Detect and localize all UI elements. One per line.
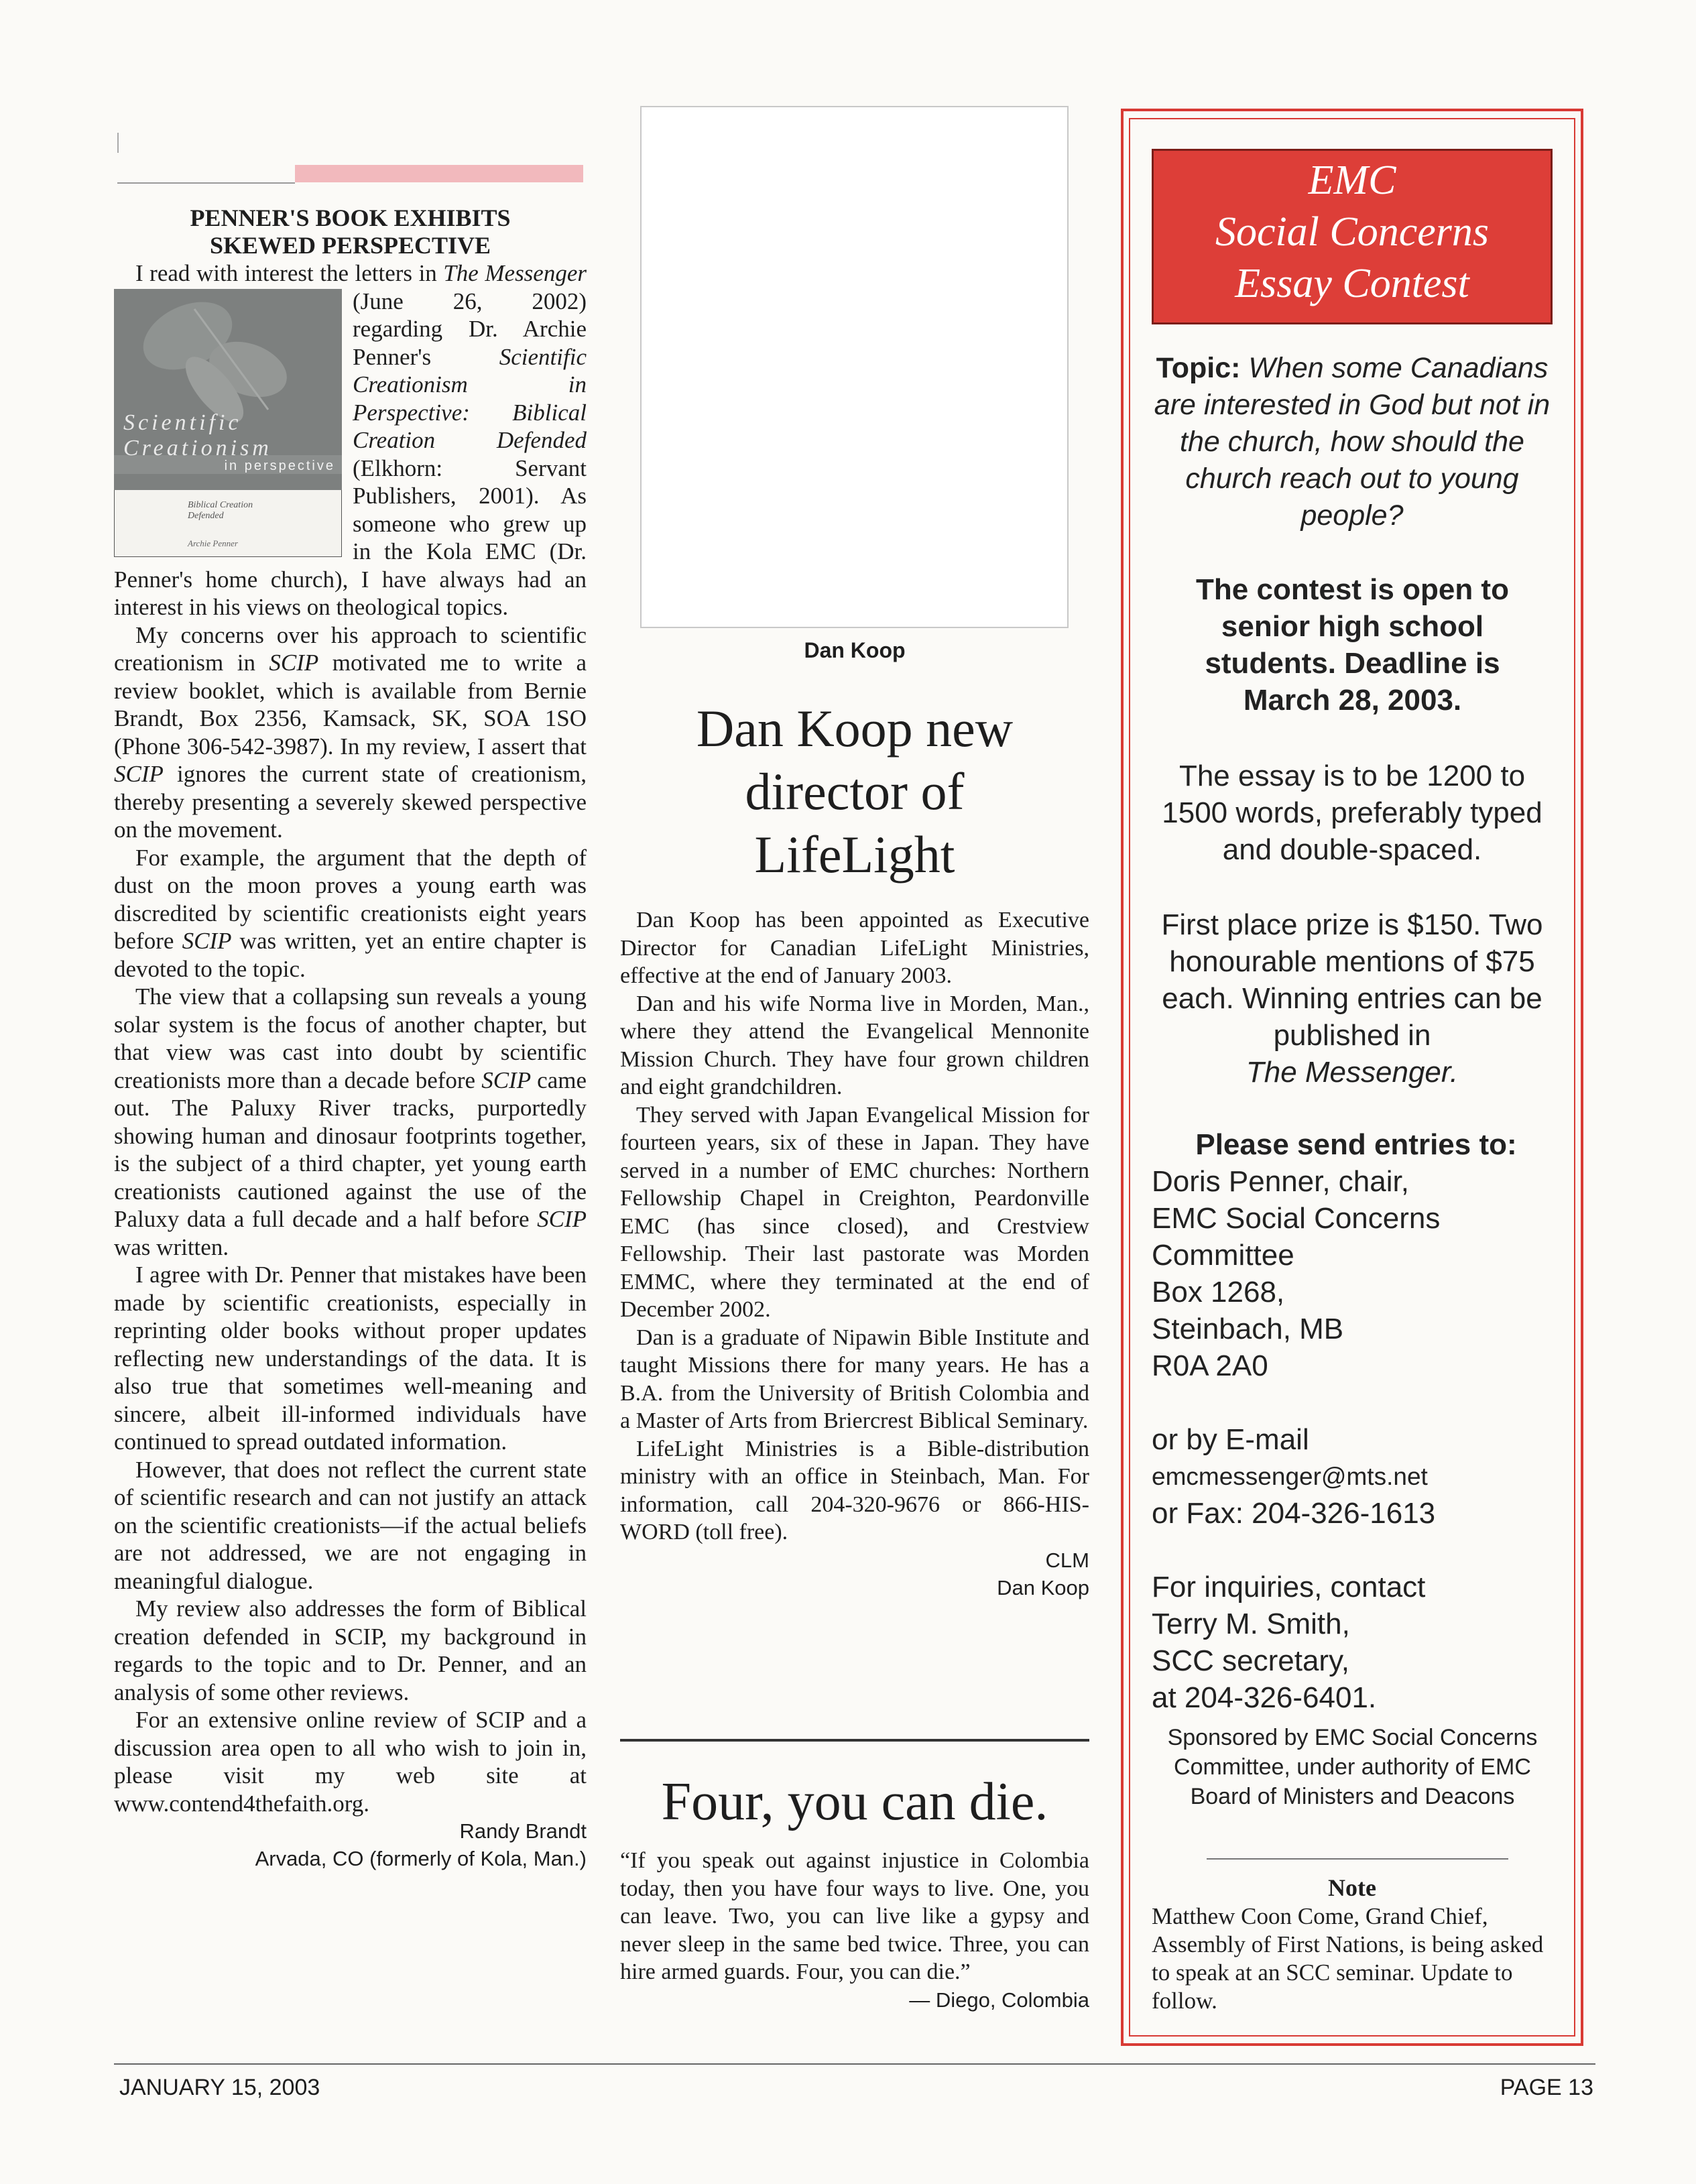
letter-headline [114, 204, 587, 259]
book-cover-image [114, 289, 342, 557]
koop-paragraph-5: LifeLight Ministries is a Bible-distribution ministry with an office in Steinbach, Man. For information, call 204-320-9676 or 866-HIS-WORD (toll free). [620, 1436, 1089, 1544]
letter-column [114, 204, 587, 1872]
contest-inquiry-3: SCC secretary, [1152, 1644, 1350, 1677]
koop-paragraph-4: Dan is a graduate of Nipawin Bible Institute and taught Missions there for many years. He has a B.A. from the University of British Colombia and a Master of Arts from Briercrest Biblical Seminary. [620, 1325, 1089, 1433]
contest-prize-publication: The Messenger. [1246, 1056, 1459, 1089]
book-cover-svg [114, 289, 342, 557]
contest-inquiry-2: Terry M. Smith, [1152, 1607, 1350, 1640]
quote-text: “If you speak out against injustice in Colombia today, then you have four ways to live. One, you can leave. Two, you can live like a gypsy and never sleep in the same bed twice. Three, you can hire armed guards. Four, you can die.” [620, 1848, 1089, 1984]
contest-address-1: Doris Penner, chair, [1152, 1165, 1409, 1198]
koop-headline [620, 697, 1089, 886]
contest-fax: or Fax: 204-326-1613 [1152, 1497, 1436, 1530]
contest-email-label: or by E-mail [1152, 1423, 1309, 1456]
letter-p1-title: The Messenger [443, 260, 587, 286]
contest-note-divider [1207, 1858, 1508, 1860]
book-subtitle-1: Biblical Creation [188, 499, 253, 510]
letter-signature-name: Randy Brandt [459, 1819, 587, 1843]
contest-address-3: Committee [1152, 1239, 1294, 1272]
header-tick [117, 133, 119, 153]
photo-caption: Dan Koop [804, 638, 906, 662]
contest-topic [1148, 350, 1557, 534]
contest-send-heading: Please send entries to: [1195, 1128, 1517, 1161]
koop-headline-line3: LifeLight [754, 825, 955, 884]
letter-p1-rest: (Elkhorn: Servant Publishers, 2001). As someone who grew up in the Kola EMC (Dr. Penner's home church), I have always had an interest in his views on theological topics. [114, 454, 587, 620]
contest-note-heading: Note [1328, 1874, 1376, 1901]
koop-article [620, 906, 1089, 1601]
letter-paragraph-7: My review also addresses the form of Biblical creation defended in SCIP, my background in regards to the topic and to Dr. Penner, and an analysis of some other reviews. [114, 1595, 587, 1705]
contest-inquiry-1: For inquiries, contact [1152, 1571, 1426, 1603]
contest-title-3: Essay Contest [1235, 261, 1469, 306]
contest-prize-text: First place prize is $150. Two honourable mentions of $75 each. Winning entries can be published in [1161, 908, 1543, 1052]
letter-headline-line2: SKEWED PERSPECTIVE [209, 232, 491, 259]
letter-paragraph-8: For an extensive online review of SCIP and a discussion area open to all who wish to join in, please visit my web site at www.contend4thefaith.org. [114, 1707, 587, 1817]
letter-signature-place: Arvada, CO (formerly of Kola, Man.) [255, 1847, 587, 1870]
letter-p1-intro: I read with interest the letters in [135, 260, 444, 286]
koop-headline-line1: Dan Koop new [696, 699, 1014, 757]
header-rule-left [117, 182, 295, 184]
letter-paragraph-1 [114, 259, 587, 621]
contest-send-block [1152, 1126, 1561, 1716]
book-title-3: in perspective [224, 458, 335, 473]
koop-headline-line2: director of [745, 762, 965, 821]
letter-paragraph-3: For example, the argument that the depth of dust on the moon proves a young earth was discredited by scientific creationists eight years before SCIP was written, yet an entire chapter is devoted to the topic. [114, 844, 587, 982]
letter-paragraph-6: However, that does not reflect the current state of scientific research and can not justify an attack on the scientific creationists—if the actual beliefs are not addressed, we are not engaging in meaningful dialogue. [114, 1456, 587, 1594]
contest-title-banner [1152, 149, 1553, 324]
letter-paragraph-5: I agree with Dr. Penner that mistakes have been made by scientific creationists, especially in reprinting older books without proper updates reflecting new understandings of the data. It is also true that sometimes well-meaning and sincere, albeit ill-informed individuals have continued to spread outdated information. [114, 1262, 587, 1455]
section-divider [620, 1739, 1089, 1742]
koop-credit-1: CLM [1045, 1548, 1089, 1572]
footer-page-number: PAGE 13 [1500, 2075, 1593, 2100]
contest-address-5: Steinbach, MB [1152, 1313, 1344, 1345]
contest-length: The essay is to be 1200 to 1500 words, preferably typed and double-spaced. [1162, 760, 1542, 866]
quote-attribution: — Diego, Colombia [909, 1988, 1089, 2012]
contest-title-1: EMC [1308, 158, 1396, 203]
contest-note-text: Matthew Coon Come, Grand Chief, Assembly of First Nations, is being asked to speak at an SCC seminar. Update to follow. [1152, 1903, 1544, 2014]
contest-email-address[interactable]: emcmessenger@mts.net [1152, 1463, 1428, 1490]
koop-credit-2: Dan Koop [997, 1575, 1089, 1599]
contest-address-2: EMC Social Concerns [1152, 1202, 1441, 1235]
contest-sponsor: Sponsored by EMC Social Concerns Committee, under authority of EMC Board of Ministers and Deacons [1167, 1725, 1538, 1809]
contest-topic-label: Topic: [1156, 352, 1241, 384]
header-pink-bar [295, 165, 583, 182]
contest-address-4: Box 1268, [1152, 1276, 1285, 1309]
contest-topic-text: When some Canadians are interested in God but not in the church, how should the church reach out to young people? [1154, 352, 1551, 532]
letter-headline-line1: PENNER'S BOOK EXHIBITS [190, 204, 511, 231]
contest-inquiry-4: at 204-326-6401. [1152, 1681, 1377, 1714]
letter-paragraph-2: My concerns over his approach to scientific creationism in SCIP motivated me to write a review booklet, which is available from Bernie Brandt, Box 2356, Kamsack, SK, SOA 1SO (Phone 306-542-3987). In my review, I assert that SCIP ignores the current state of creationism, thereby presenting a severely skewed perspective on the movement. [114, 621, 587, 843]
contest-eligibility: The contest is open to senior high school students. Deadline is March 28, 2003. [1196, 573, 1509, 717]
quote-block [620, 1847, 1089, 2014]
footer-rule [114, 2063, 1595, 2065]
book-author: Archie Penner [188, 538, 238, 548]
letter-p1-regarding: (June 26, 2002) regarding Dr. Archie Penner's [353, 288, 587, 370]
book-subtitle-2: Defended [188, 510, 224, 521]
photo-frame [640, 106, 1069, 628]
koop-paragraph-1: Dan Koop has been appointed as Executive Director for Canadian LifeLight Ministries, effective at the end of January 2003. [620, 908, 1089, 988]
contest-title-2: Social Concerns [1215, 209, 1490, 255]
contest-prize [1148, 906, 1557, 1091]
quote-headline: Four, you can die. [661, 1772, 1048, 1831]
letter-paragraph-4: The view that a collapsing sun reveals a young solar system is the focus of another chapter, but that view was cast into doubt by scientific creationists more than a decade before SCIP came out. The Paluxy River tracks, purportedly showing human and dinosaur footprints together, is the subject of a third chapter, yet young earth creationists cautioned against the use of the Paluxy data a full decade and a half before SCIP was written. [114, 983, 587, 1260]
koop-paragraph-2: Dan and his wife Norma live in Morden, Man., where they attend the Evangelical Mennonite Mission Church. They have four grown children and eight grandchildren. [620, 991, 1089, 1099]
contest-address-6: R0A 2A0 [1152, 1349, 1268, 1382]
footer-date: JANUARY 15, 2003 [119, 2075, 320, 2100]
letter-p1-book: Scientific Creationism in Perspective: Biblical Creation Defended [353, 343, 587, 453]
book-title-1: Scientific [123, 410, 242, 435]
book-title-2: Creationism [123, 435, 272, 461]
koop-paragraph-3: They served with Japan Evangelical Mission for fourteen years, six of these in Japan. They have served in a number of EMC churches: Northern Fellowship Chapel in Creighton, Peardonville EMC (has since closed), and Crestview Fellowship. Their last pastorate was Morden EMMC, where they terminated at the end of December 2002. [620, 1102, 1089, 1322]
